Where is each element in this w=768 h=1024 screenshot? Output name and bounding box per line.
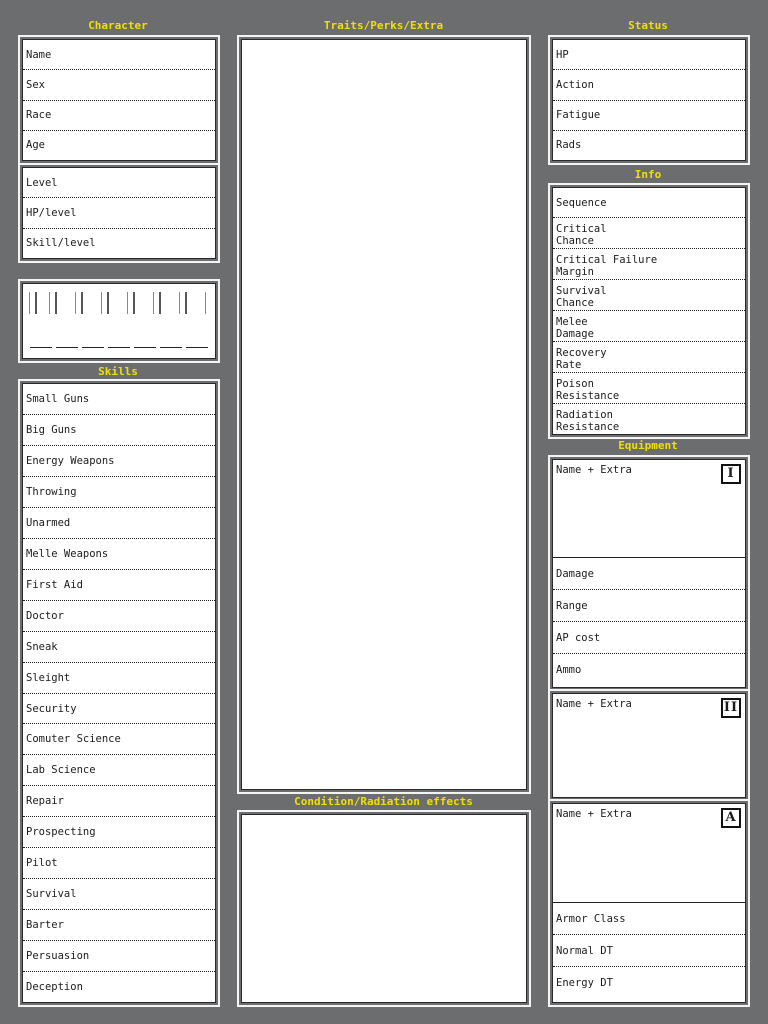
skill-row[interactable]: Small Guns [23,384,215,415]
attribute-blank-4[interactable] [108,347,130,348]
character-header: Character [88,19,148,32]
skills-header: Skills [98,365,138,378]
field-age[interactable]: Age [26,139,45,152]
weapon-1-panel [548,455,750,692]
skill-row[interactable]: First Aid [23,570,215,601]
equipment-header: Equipment [618,439,678,452]
armor-badge: A [721,808,741,828]
info-header: Info [634,168,662,181]
condition-panel [237,810,531,1007]
condition-text-area[interactable] [241,814,527,1003]
skill-row[interactable]: Melle Weapons [23,539,215,570]
skill-row[interactable]: Comuter Science [23,724,215,755]
skill-row[interactable]: Deception [26,981,83,994]
skill-row[interactable]: Barter [23,910,215,941]
weapon-2-panel [548,689,750,802]
condition-header: Condition/Radiation effects [294,795,473,808]
skill-row[interactable]: Throwing [23,477,215,508]
info-panel [548,183,750,439]
armor-energy-dt[interactable]: Energy DT [556,977,613,989]
status-fatigue[interactable]: Fatigue [553,101,745,131]
skill-row[interactable]: Sneak [23,632,215,663]
character-panel [18,35,220,165]
attribute-blank-3[interactable] [82,347,104,348]
skill-row[interactable]: Prospecting [23,817,215,848]
armor-class[interactable]: Armor Class [553,903,745,935]
field-skill-per-level[interactable]: Skill/level [26,237,96,250]
info-row[interactable]: Radiation Resistance [556,409,620,433]
status-rads[interactable]: Rads [556,139,582,152]
traits-text-area[interactable] [241,39,527,790]
attribute-blank-5[interactable] [134,347,156,348]
weapon-2-name-label: Name + Extra [556,698,632,710]
skill-row[interactable]: Pilot [23,848,215,879]
info-row[interactable]: Critical Chance [553,218,745,249]
info-row[interactable]: Critical Failure Margin [553,249,745,280]
info-row[interactable]: Melee Damage [553,311,745,342]
skill-row[interactable]: Unarmed [23,508,215,539]
weapon-1-range[interactable]: Range [553,590,745,622]
status-header: Status [628,19,668,32]
attribute-tick-marks [29,292,209,316]
skill-row[interactable]: Energy Weapons [23,446,215,477]
field-name[interactable]: Name [23,40,215,70]
status-action[interactable]: Action [553,70,745,100]
field-hp-per-level[interactable]: HP/level [23,198,215,228]
armor-normal-dt[interactable]: Normal DT [553,935,745,967]
info-row[interactable]: Survival Chance [553,280,745,311]
weapon-2-badge: II [721,698,741,718]
attribute-blank-1[interactable] [30,347,52,348]
weapon-1-ap-cost[interactable]: AP cost [553,622,745,654]
weapon-1-name-label: Name + Extra [556,464,632,476]
field-sex[interactable]: Sex [23,70,215,100]
attribute-blank-6[interactable] [160,347,182,348]
skill-row[interactable]: Repair [23,786,215,817]
status-panel [548,35,750,165]
weapon-1-damage[interactable]: Damage [553,558,745,590]
skill-row[interactable]: Big Guns [23,415,215,446]
skill-row[interactable]: Doctor [23,601,215,632]
level-panel [18,163,220,263]
armor-name-label: Name + Extra [556,808,632,820]
traits-panel [237,35,531,794]
armor-panel [548,799,750,1007]
attribute-blank-2[interactable] [56,347,78,348]
info-row[interactable]: Recovery Rate [553,342,745,373]
skills-panel [18,379,220,1007]
traits-header: Traits/Perks/Extra [323,19,444,32]
attribute-blank-7[interactable] [186,347,208,348]
skill-row[interactable]: Security [23,694,215,725]
weapon-1-ammo[interactable]: Ammo [556,664,582,676]
skill-row[interactable]: Persuasion [23,941,215,972]
skill-row[interactable]: Sleight [23,663,215,694]
info-row[interactable]: Sequence [553,188,745,218]
skill-row[interactable]: Lab Science [23,755,215,786]
field-level[interactable]: Level [23,168,215,198]
info-row[interactable]: Poison Resistance [553,373,745,404]
status-hp[interactable]: HP [553,40,745,70]
skill-row[interactable]: Survival [23,879,215,910]
field-race[interactable]: Race [23,101,215,131]
weapon-1-badge: I [721,464,741,484]
attribute-slots-panel [18,279,220,363]
